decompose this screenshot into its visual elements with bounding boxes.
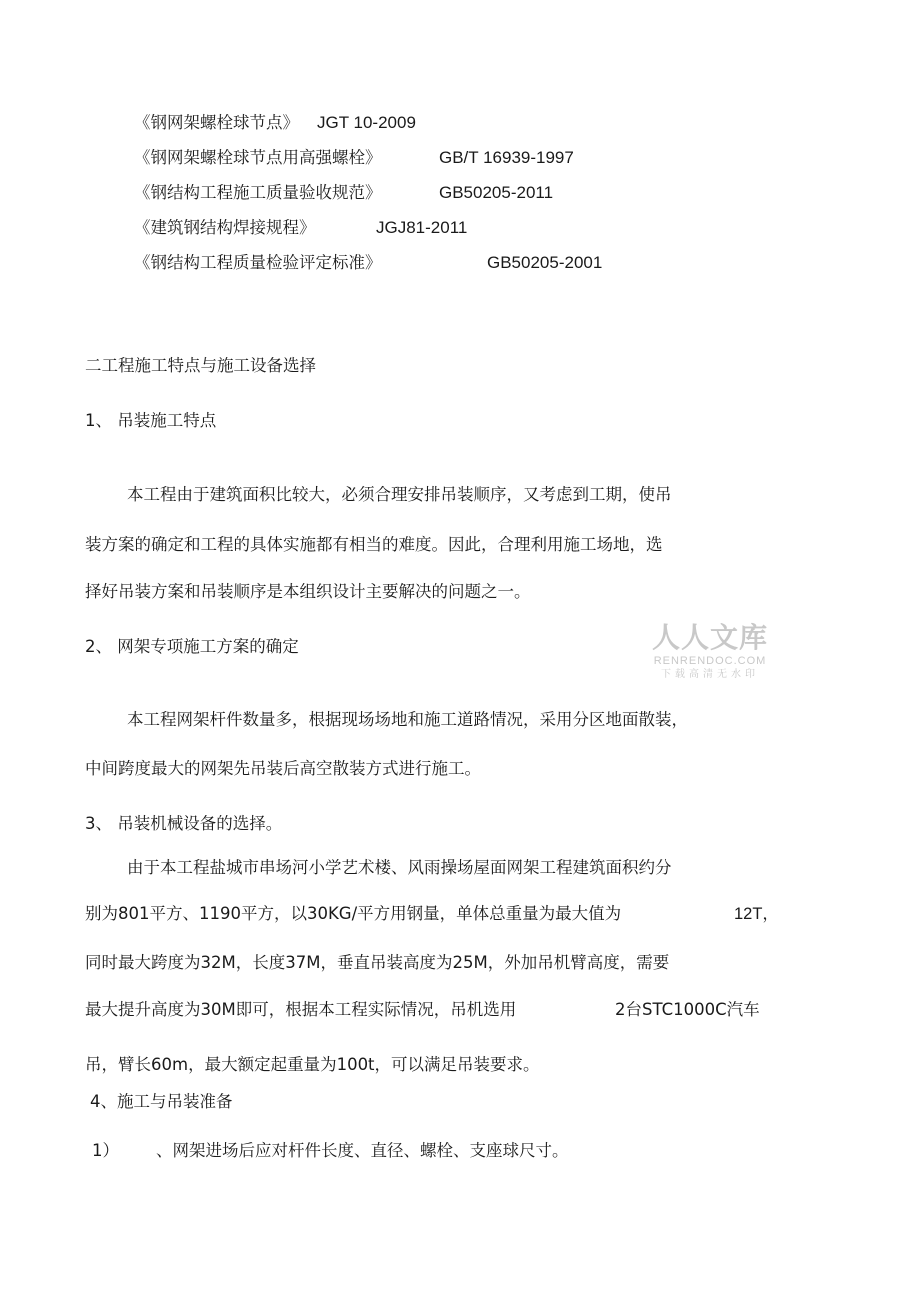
standard-code: GB/T 16939-1997	[439, 148, 574, 167]
standard-code: JGT 10-2009	[317, 113, 416, 132]
watermark-logo	[640, 622, 780, 681]
paragraph-line: 别为801平方、1190平方，以30KG/平方用钢量，单体总重量为最大值为	[85, 904, 622, 923]
subsection-heading: 4、施工与吊装准备	[90, 1092, 233, 1111]
standard-code: GB50205-2011	[439, 183, 554, 202]
standard-title: 《钢结构工程施工质量验收规范》	[134, 183, 382, 202]
paragraph-line: 同时最大跨度为32M，长度37M，垂直吊装高度为25M，外加吊机臂高度，需要	[85, 953, 670, 972]
watermark-slogan: 下载高清无水印	[661, 669, 759, 680]
list-item-text: 、网架进场后应对杆件长度、直径、螺栓、支座球尺寸。	[156, 1141, 569, 1160]
paragraph-line-tail: 12T，	[734, 905, 779, 923]
paragraph-line: 择好吊装方案和吊装顺序是本组织设计主要解决的问题之一。	[85, 582, 531, 601]
standard-title: 《钢网架螺栓球节点》	[134, 113, 299, 132]
standard-title: 《钢结构工程质量检验评定标准》	[134, 253, 382, 272]
section-heading: 二工程施工特点与施工设备选择	[85, 356, 316, 375]
standard-code: JGJ81-2011	[376, 218, 468, 237]
standard-title: 《建筑钢结构焊接规程》	[134, 218, 316, 237]
watermark-url: RENRENDOC.COM	[653, 655, 767, 667]
paragraph-line: 最大提升高度为30M即可，根据本工程实际情况，吊机选用	[85, 1000, 517, 1019]
paragraph-line: 吊，臂长60m，最大额定起重量为100t，可以满足吊装要求。	[85, 1055, 540, 1074]
paragraph-line: 中间跨度最大的网架先吊装后高空散装方式进行施工。	[85, 759, 481, 778]
paragraph-line: 本工程网架杆件数量多，根据现场场地和施工道路情况，采用分区地面散装，	[127, 710, 688, 729]
standard-title: 《钢网架螺栓球节点用高强螺栓》	[134, 148, 382, 167]
subsection-heading: 2、 网架专项施工方案的确定	[85, 637, 299, 656]
paragraph-line-tail: 2台STC1000C汽车	[615, 1000, 760, 1019]
subsection-heading: 1、 吊装施工特点	[85, 411, 217, 430]
paragraph-line: 装方案的确定和工程的具体实施都有相当的难度。因此，合理利用施工场地，选	[85, 535, 663, 554]
paragraph-line: 由于本工程盐城市串场河小学艺术楼、风雨操场屋面网架工程建筑面积约分	[127, 858, 672, 877]
subsection-heading: 3、 吊装机械设备的选择。	[85, 814, 283, 833]
paragraph-line: 本工程由于建筑面积比较大，必须合理安排吊装顺序，又考虑到工期，使吊	[127, 485, 672, 504]
standard-code: GB50205-2001	[487, 253, 603, 272]
list-item-number: 1）	[92, 1141, 119, 1160]
watermark-title: 人人文库	[651, 621, 768, 654]
